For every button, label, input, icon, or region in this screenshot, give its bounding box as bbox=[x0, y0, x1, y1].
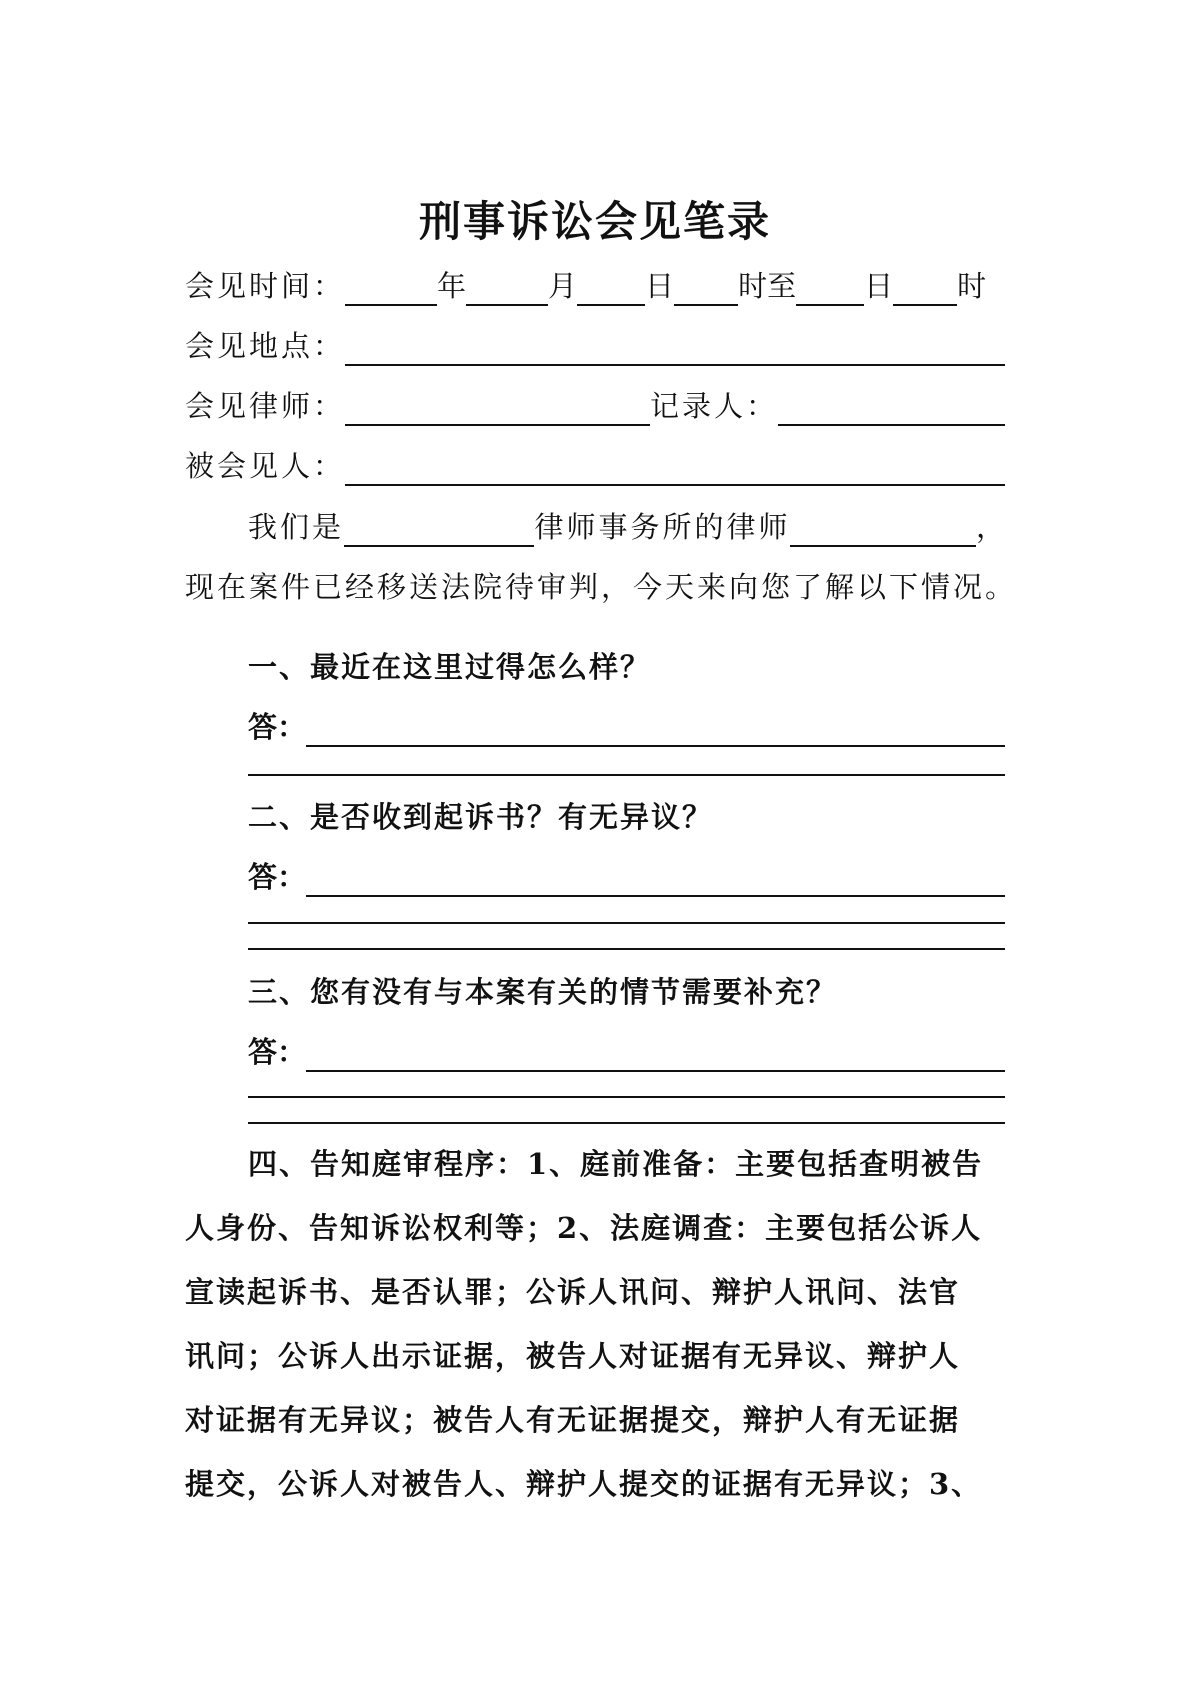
meeting-time-row bbox=[185, 266, 1005, 306]
answer-2-line-3[interactable] bbox=[248, 948, 1005, 950]
procedure-line-6: 提交，公诉人对被告人、辩护人提交的证据有无异议；3、 bbox=[185, 1467, 983, 1501]
answer-2-blank[interactable] bbox=[306, 861, 1005, 897]
answer-2-label: 答： bbox=[248, 860, 307, 894]
procedure-line-5: 对证据有无异议；被告人有无证据提交，辩护人有无证据 bbox=[185, 1403, 961, 1437]
answer-2-row bbox=[248, 857, 1005, 897]
procedure-line-2: 人身份、告知诉讼权利等；2、法庭调查：主要包括公诉人 bbox=[185, 1211, 983, 1245]
answer-1-row bbox=[248, 707, 1005, 747]
day-blank[interactable] bbox=[577, 270, 645, 306]
lawyer-blank[interactable] bbox=[345, 390, 650, 426]
hour2-label: 时 bbox=[957, 269, 987, 303]
hour-to-label: 时至 bbox=[738, 269, 797, 303]
question-1: 一、最近在这里过得怎么样？ bbox=[248, 650, 652, 684]
answer-3-blank[interactable] bbox=[306, 1036, 1005, 1072]
answer-1-line-2[interactable] bbox=[248, 774, 1005, 776]
meeting-place-row bbox=[185, 326, 1005, 366]
question-2: 二、是否收到起诉书？有无异议？ bbox=[248, 800, 714, 834]
answer-3-label: 答： bbox=[248, 1035, 307, 1069]
day2-label: 日 bbox=[864, 269, 894, 303]
answer-3-line-3[interactable] bbox=[248, 1122, 1005, 1124]
answer-1-blank[interactable] bbox=[306, 711, 1005, 747]
procedure-line-4: 讯问；公诉人出示证据，被告人对证据有无异议、辩护人 bbox=[185, 1339, 961, 1373]
hour-blank[interactable] bbox=[674, 270, 738, 306]
day2-blank[interactable] bbox=[796, 270, 864, 306]
interviewee-row bbox=[185, 446, 1005, 486]
intro-line-1 bbox=[248, 507, 1005, 547]
answer-3-row bbox=[248, 1032, 1005, 1072]
month-blank[interactable] bbox=[466, 270, 548, 306]
year-label: 年 bbox=[437, 269, 467, 303]
intro-part2: 律师事务所的律师 bbox=[534, 510, 791, 544]
day-label: 日 bbox=[645, 269, 675, 303]
recorder-label: 记录人： bbox=[650, 389, 779, 423]
meeting-place-blank[interactable] bbox=[345, 330, 1005, 366]
meeting-place-label: 会见地点： bbox=[185, 329, 346, 363]
recorder-blank[interactable] bbox=[778, 390, 1005, 426]
lawyer-row bbox=[185, 386, 1005, 426]
answer-3-line-2[interactable] bbox=[248, 1096, 1005, 1098]
intro-part1: 我们是 bbox=[248, 510, 345, 544]
procedure-line-1: 四、告知庭审程序：1、庭前准备：主要包括查明被告 bbox=[248, 1147, 984, 1181]
interviewee-label: 被会见人： bbox=[185, 449, 346, 483]
month-label: 月 bbox=[548, 269, 578, 303]
law-firm-blank[interactable] bbox=[344, 511, 534, 547]
interviewee-blank[interactable] bbox=[345, 450, 1005, 486]
document-title: 刑事诉讼会见笔录 bbox=[418, 197, 771, 246]
hour2-blank[interactable] bbox=[893, 270, 957, 306]
lawyer-label: 会见律师： bbox=[185, 389, 346, 423]
answer-2-line-2[interactable] bbox=[248, 922, 1005, 924]
intro-part3: ， bbox=[975, 510, 1005, 544]
year-blank[interactable] bbox=[345, 270, 437, 306]
answer-1-label: 答： bbox=[248, 710, 307, 744]
lawyer-name-blank[interactable] bbox=[790, 511, 976, 547]
meeting-time-label: 会见时间： bbox=[185, 269, 346, 303]
procedure-line-3: 宣读起诉书、是否认罪；公诉人讯问、辩护人讯问、法官 bbox=[185, 1275, 961, 1309]
question-3: 三、您有没有与本案有关的情节需要补充？ bbox=[248, 975, 838, 1009]
intro-line-2: 现在案件已经移送法院待审判，今天来向您了解以下情况。 bbox=[185, 570, 1018, 604]
